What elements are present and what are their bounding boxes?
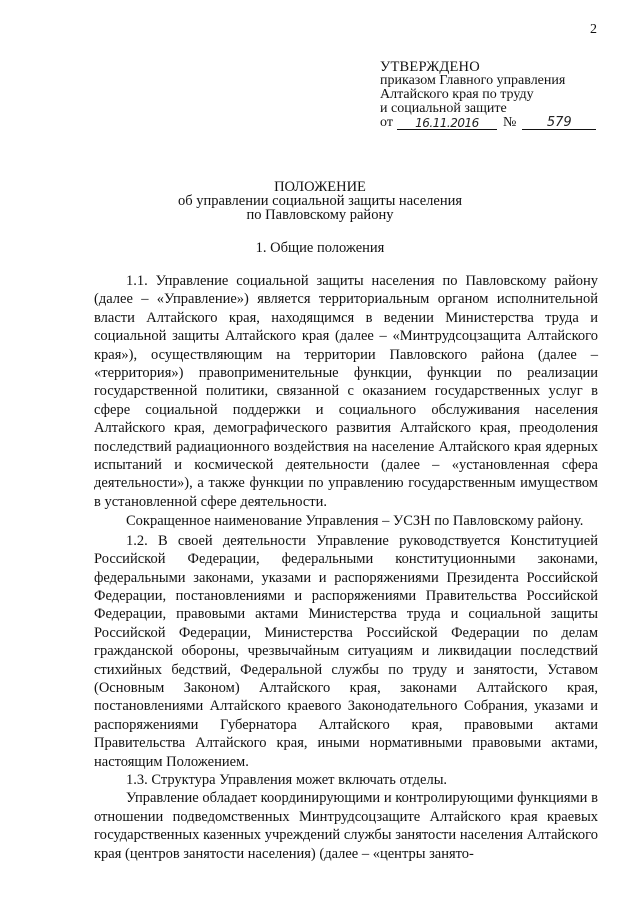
paragraph-short-name: Сокращенное наименование Управления – УСЗН по Павловскому району. [126,513,584,530]
approval-title: УТВЕРЖДЕНО [380,59,480,75]
document-subtitle-1: об управлении социальной защиты населения [177,193,463,209]
section-title: 1. Общие положения [255,240,385,256]
paragraph-coordination: Управление обладает координирующими и контролирующими функциями в отношении подведомственных Минтрудсоцзащите Алтайского края краевых государственных казенных учреждений службы занятости населения Алтайского края (центров занятости населения) (далее – «центры занято- [94,790,598,862]
date-prefix: от [380,115,393,130]
approval-date-line [380,116,620,130]
handwritten-date: 16.11.2016 [397,117,497,130]
paragraph-1-1: 1.1. Управление социальной защиты населения по Павловскому району (далее – «Управление») является территориальным органом исполнительной власти Алтайского края, находящимся в ведении Министерства труда и социальной защиты Алтайского края (далее – «Минтрудсоцзащита Алтайского края»), осуществляющим на территории Павловского района (далее – «территория») правоприменительные функции, функции по реализации государственной политики, связанной с оказанием государственных услуг в сфере социальной поддержки и социального обслуживания населения Алтайского края, демографического развития Алтайского края, преодоления последствий радиационного воздействия на население Алтайского края ядерных испытаний и космической деятельности (далее – «установленная сфера деятельности»), а также функции по управлению государственным имуществом в установленной сфере деятельности. [94,273,598,510]
document-subtitle-2: по Павловскому району [246,207,394,223]
approval-stamp-block [380,60,620,130]
document-body [94,272,598,863]
approval-line-3: и социальной защите [380,101,507,116]
approval-line-2: Алтайского края по труду [380,87,534,102]
page-number: 2 [590,22,597,37]
approval-line-1: приказом Главного управления [380,73,566,88]
number-prefix: № [502,115,517,130]
paragraph-1-3: 1.3. Структура Управления может включать отделы. [126,771,448,788]
document-title: ПОЛОЖЕНИЕ [274,179,366,195]
document-heading [0,180,640,222]
paragraph-1-2: 1.2. В своей деятельности Управление руководствуется Конституцией Российской Федерации, федеральными конституционными законами, федеральными законами, указами и распоряжениями Президента Российской Федерации, постановлениями и распоряжениями Правительства Российской Федерации, правовыми актами Министерства труда и социальной защиты Российской Федерации, Министерства Российской Федерации по делам гражданской обороны, чрезвычайным ситуациям и ликвидации последствий стихийных бедствий, Федеральной службы по труду и занятости, Уставом (Основным Законом) Алтайского края, законами Алтайского края, постановлениями Алтайского краевого Законодательного Собрания, указами и распоряжениями Губернатора Алтайского края, правовыми актами Правительства Алтайского края, иными нормативными правовыми актами, настоящим Положением. [94,532,598,770]
handwritten-number: 579 [522,117,596,130]
